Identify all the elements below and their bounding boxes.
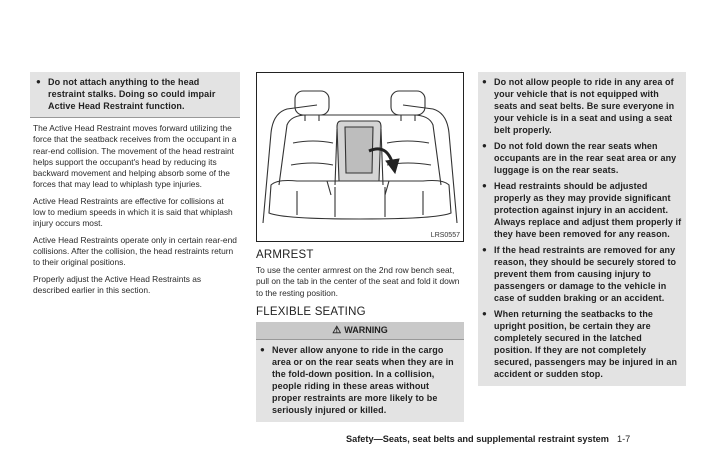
column-left <box>30 72 240 301</box>
warning-bullet: ● Do not attach anything to the head restraint stalks. Doing so could impair Active Head Restraint function. <box>34 76 236 112</box>
paragraph: Active Head Restraints operate only in certain rear-end collisions. After the collision, the head restraints return to their original positions. <box>33 234 237 268</box>
warning-title: WARNING <box>344 324 388 335</box>
page-number: 1-7 <box>616 434 631 444</box>
warning-bullet: ● When returning the seatbacks to the upright position, be certain they are completely secured in the latched position. If they are not completely secured, passengers may be injured in an accident or sudden stop. <box>480 308 682 380</box>
footer-section-title: Safety—Seats, seat belts and supplemental restraint system <box>346 434 609 444</box>
warning-triangle-icon: ⚠ <box>332 324 342 336</box>
paragraph: Active Head Restraints are effective for collisions at low to medium speeds in which it is said that whiplash injury occurs most. <box>33 195 233 229</box>
column-right <box>478 72 686 386</box>
armrest-heading: ARMREST <box>256 249 314 261</box>
warning-body <box>256 340 464 422</box>
warning-bullet: ● Head restraints should be adjusted properly as they may provide significant protection against injury in an accident. Always replace and adjust them properly if they have been removed for any reason. <box>480 180 682 240</box>
armrest-paragraph: To use the center armrest on the 2nd row bench seat, pull on the tab in the center of the seat and fold it down to the resting position. <box>256 265 460 298</box>
warning-header <box>256 322 464 340</box>
warning-bullet: ● Do not fold down the rear seats when occupants are in the rear seat area or any luggage is on the rear seats. <box>480 140 682 176</box>
warning-box <box>256 322 464 422</box>
paragraph: The Active Head Restraint moves forward utilizing the force that the seatback receives from the occupant in a rear-end collision. The movement of the head restraint helps support the occupant's head by reducing its backward movement and helping absorb some of the forces that may lead to whiplash type injuries. <box>33 123 237 190</box>
column-middle <box>256 72 464 422</box>
rear-seat-armrest-drawing <box>257 73 463 241</box>
warning-bullet: ● If the head restraints are removed for any reason, they should be securely stored to prevent them from causing injury to passengers or damage to the vehicle in case of sudden braking or an accident. <box>480 244 682 304</box>
paragraph: Properly adjust the Active Head Restraints as described earlier in this section. <box>33 273 202 295</box>
active-head-restraint-text <box>30 118 240 296</box>
flexible-seating-heading: FLEXIBLE SEATING <box>256 305 366 318</box>
warning-bullet: ● Do not allow people to ride in any area of your vehicle that is not equipped with seats and seat belts. Be sure everyone in your vehicle is in a seat and using a seat belt properly. <box>480 76 682 136</box>
armrest-illustration <box>256 72 464 242</box>
head-restraint-warning-box <box>30 72 240 118</box>
page-footer <box>346 434 630 444</box>
warning-bullet: ● Never allow anyone to ride in the cargo area or on the rear seats when they are in the fold-down position. In a collision, people riding in these areas without proper restraints are more likely to be seriously injured or killed. <box>258 344 460 416</box>
figure-label: LRS0557 <box>430 232 460 239</box>
warning-continued-box <box>478 72 686 386</box>
